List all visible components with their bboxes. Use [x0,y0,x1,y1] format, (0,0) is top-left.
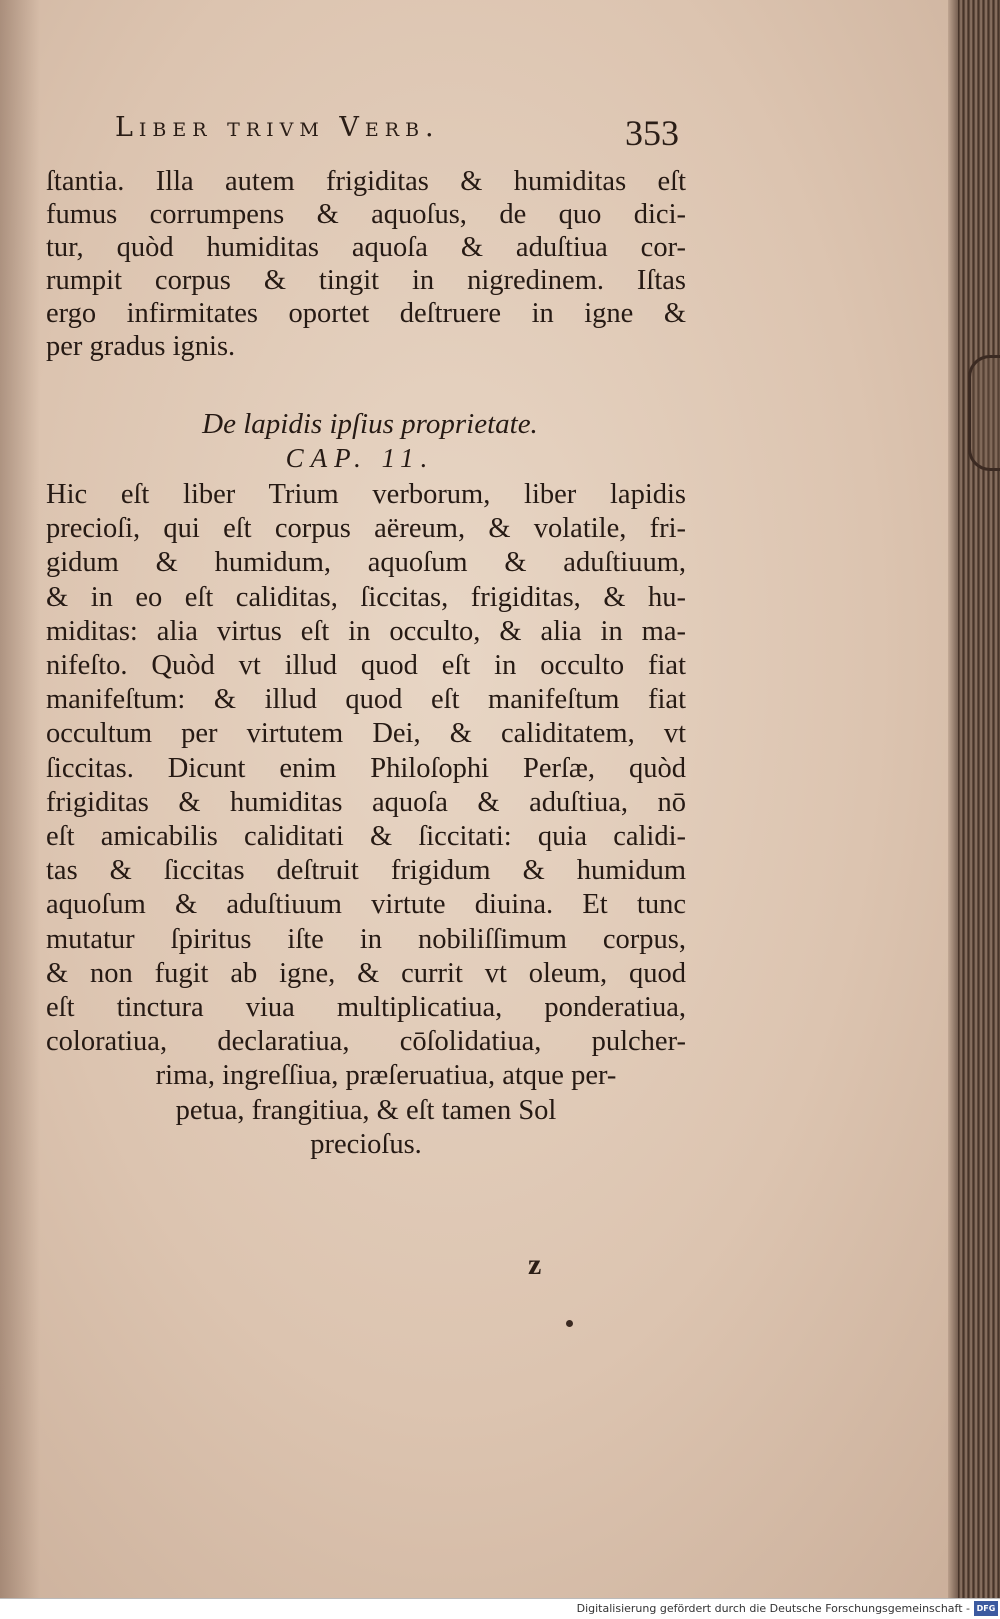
footer-bar [0,1598,1000,1619]
text-line: rima, ingreſſiua, præſeruatiua, atque per- [155,1060,617,1092]
chapter-body [46,478,686,1162]
dfg-logo-icon: DFG [974,1601,998,1616]
ink-dot [566,1320,573,1327]
text-line: tur, quòd humiditas aquoſa & aduſtiua cor- [46,232,686,263]
text-line: manifeſtum: & illud quod eſt manifeſtum fiat [46,684,686,716]
spine-shadow [0,0,40,1619]
text-line: frigiditas & humiditas aquoſa & aduſtiua, nō [46,786,686,818]
text-line: nifeſto. Quòd vt illud quod eſt in occulto fiat [46,650,686,682]
text-line: mutatur ſpiritus iſte in nobiliſſimum corpus, [46,923,686,955]
text-line: per gradus ignis. [46,331,236,362]
text-line: ſtantia. Illa autem frigiditas & humiditas eſt [46,166,686,197]
chapter-title: De lapidis ipſius proprietate. [202,408,538,440]
text-line: aquoſum & aduſtiuum virtute diuina. Et tunc [46,889,686,921]
chapter-number: CAP. 11. [285,443,435,473]
text-line: occultum per virtutem Dei, & caliditatem, vt [46,718,686,750]
text-line: precioſus. [310,1128,422,1160]
text-line: Hic eſt liber Trium verborum, liber lapidis [46,479,686,510]
text-line: & in eo eſt caliditas, ſiccitas, frigiditas, & hu- [46,581,686,613]
text-line: ergo infirmitates oportet deſtruere in igne & [46,298,686,329]
text-line: ſiccitas. Dicunt enim Philoſophi Perſæ, quòd [46,752,686,784]
text-line: miditas: alia virtus eſt in occulto, & alia in ma- [46,615,686,647]
text-line: eſt amicabilis caliditati & ſiccitati: quia calidi- [46,821,686,853]
catchword: z [528,1248,542,1281]
text-line: petua, frangitiua, & eſt tamen Sol [175,1094,557,1126]
running-head: Liber trivm Verb. [115,112,440,143]
text-line: gidum & humidum, aquoſum & aduſtiuum, [46,547,686,579]
clasp-icon [968,355,1000,471]
text-line: tas & ſiccitas deſtruit frigidum & humidum [46,855,686,887]
text-line: coloratiua, declaratiua, cōſolidatiua, pulcher- [46,1026,686,1058]
text-line: rumpit corpus & tingit in nigredinem. Iſtas [46,265,686,296]
text-line: fumus corrumpens & aquoſus, de quo dici- [46,199,686,230]
top-paragraph [46,165,686,363]
text-line: precioſi, qui eſt corpus aëreum, & volatile, fri- [46,513,686,545]
footer-credit: Digitalisierung gefördert durch die Deutsche Forschungsgemeinschaft - [576,1602,970,1615]
text-line: eſt tinctura viua multiplicatiua, ponderatiua, [46,992,686,1024]
text-line: & non fugit ab igne, & currit vt oleum, quod [46,957,686,989]
book-edge [958,0,1000,1600]
page-number: 353 [625,113,679,153]
